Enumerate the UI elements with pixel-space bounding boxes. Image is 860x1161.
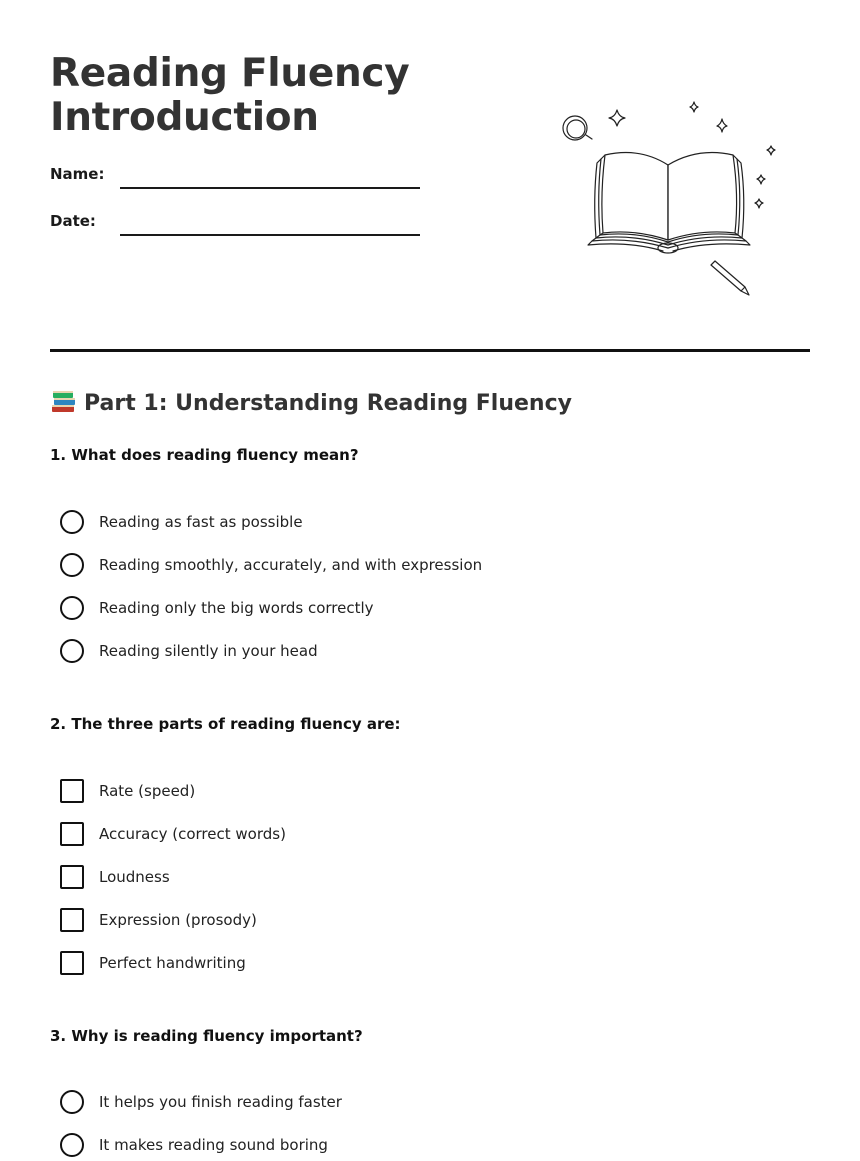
q2-option-5[interactable]	[60, 951, 246, 975]
radio-button[interactable]	[60, 1090, 84, 1114]
q1-option-4[interactable]	[60, 639, 318, 663]
option-label: Loudness	[99, 868, 170, 886]
q2-option-2[interactable]	[60, 822, 286, 846]
name-field[interactable]	[120, 187, 420, 189]
q1-option-3[interactable]	[60, 596, 374, 620]
part-1-title	[50, 388, 572, 416]
question-3: 3. Why is reading fluency important?	[50, 1027, 363, 1045]
worksheet-title	[50, 52, 409, 140]
name-label: Name:	[50, 165, 105, 183]
option-label: Expression (prosody)	[99, 911, 257, 929]
checkbox[interactable]	[60, 822, 84, 846]
q1-option-1[interactable]	[60, 510, 303, 534]
option-label: Reading smoothly, accurately, and with expression	[99, 556, 483, 574]
date-label: Date:	[50, 212, 96, 230]
option-label: Accuracy (correct words)	[99, 825, 286, 843]
option-label: It makes reading sound boring	[99, 1136, 328, 1154]
option-label: Perfect handwriting	[99, 954, 246, 972]
radio-button[interactable]	[60, 639, 84, 663]
section-divider	[50, 349, 810, 352]
checkbox[interactable]	[60, 908, 84, 932]
q2-option-4[interactable]	[60, 908, 257, 932]
q3-option-2[interactable]	[60, 1133, 328, 1157]
radio-button[interactable]	[60, 553, 84, 577]
question-1: 1. What does reading fluency mean?	[50, 446, 359, 464]
q1-option-2[interactable]	[60, 553, 482, 577]
option-label: Reading only the big words correctly	[99, 599, 374, 617]
radio-button[interactable]	[60, 596, 84, 620]
option-label: Reading silently in your head	[99, 642, 318, 660]
checkbox[interactable]	[60, 951, 84, 975]
option-label: It helps you finish reading faster	[99, 1093, 342, 1111]
checkbox[interactable]	[60, 865, 84, 889]
q2-option-1[interactable]	[60, 779, 195, 803]
option-label: Rate (speed)	[99, 782, 196, 800]
q3-option-1[interactable]	[60, 1090, 342, 1114]
title-line-1: Reading Fluency	[50, 51, 410, 96]
date-field[interactable]	[120, 234, 420, 236]
option-label: Reading as fast as possible	[99, 513, 303, 531]
books-emoji-icon	[50, 388, 78, 414]
radio-button[interactable]	[60, 1133, 84, 1157]
part-1-title-text: Part 1: Understanding Reading Fluency	[84, 391, 572, 416]
title-line-2: Introduction	[50, 95, 319, 140]
question-2: 2. The three parts of reading fluency are:	[50, 715, 401, 733]
radio-button[interactable]	[60, 510, 84, 534]
open-book-illustration-icon	[555, 95, 785, 300]
checkbox[interactable]	[60, 779, 84, 803]
q2-option-3[interactable]	[60, 865, 170, 889]
